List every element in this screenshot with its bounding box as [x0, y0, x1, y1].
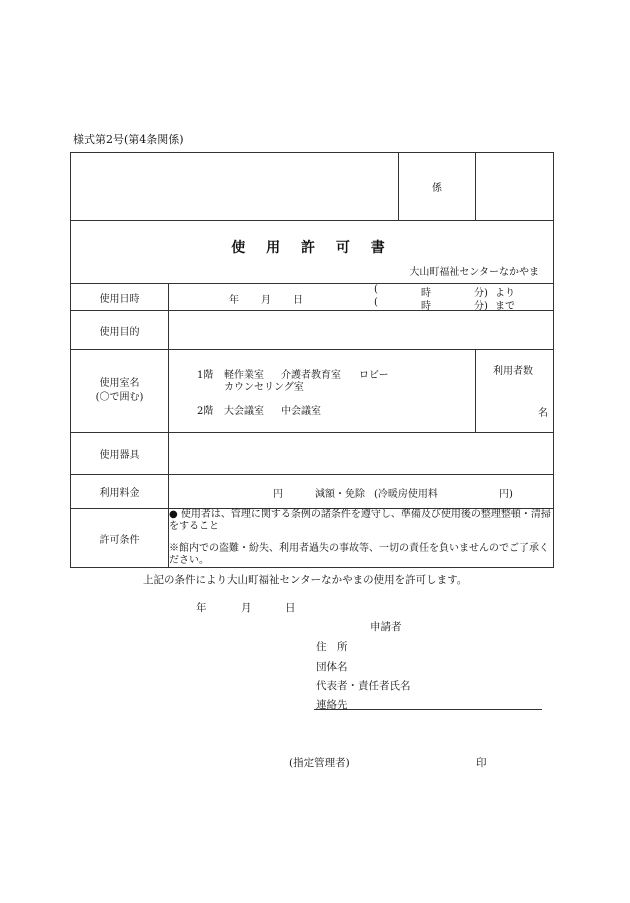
header-blank-cell [71, 153, 399, 221]
room-option[interactable]: 大会議室 [224, 406, 264, 417]
room-label: 使用室名 [99, 378, 140, 389]
end-hour-unit: 時 [421, 301, 431, 312]
room-row [71, 350, 554, 433]
start-open-paren: ( [374, 284, 378, 295]
stamp-label: 係 [432, 183, 442, 194]
room-option[interactable]: ロビー [359, 370, 389, 381]
purpose-row [71, 311, 554, 350]
contact-underline [314, 709, 542, 710]
condition-note: ※館内での盗難・紛失、利用者過失の事故等、一切の責任を負いませんのでご了承ください。 [169, 543, 549, 566]
room-option[interactable]: 中会議室 [281, 406, 321, 417]
start-suffix: より [495, 288, 515, 299]
facility-name: 大山町福祉センターなかやま [409, 267, 539, 278]
representative-label: 代表者・責任者氏名 [316, 680, 411, 692]
usage-datetime-field[interactable] [169, 284, 554, 311]
room-sublabel: (〇で囲む) [95, 392, 144, 403]
purpose-label: 使用目的 [71, 311, 169, 350]
form-number: 様式第2号(第4条関係) [73, 133, 184, 146]
fee-label: 利用料金 [71, 475, 169, 509]
condition-text: ● 使用者は、管理に関する条例の諸条件を遵守し、準備及び使用後の整理整頓・清掃をすること [169, 509, 551, 532]
address-label: 住 所 [316, 641, 348, 653]
stamp-cell [476, 153, 554, 221]
usage-datetime-row [71, 284, 554, 311]
document-title: 使 用 許 可 書 [231, 240, 393, 256]
usage-datetime-label: 使用日時 [71, 284, 169, 311]
purpose-field[interactable] [169, 311, 554, 350]
user-count-unit: 名 [538, 408, 548, 419]
fee-yen-close: 円) [499, 489, 513, 500]
permit-statement: 上記の条件により大山町福祉センターなかやまの使用を許可します。 [143, 574, 468, 586]
fee-row [71, 475, 554, 509]
year-unit: 年 [229, 295, 239, 306]
room-option[interactable]: カウンセリング室 [224, 382, 304, 393]
fee-yen: 円 [273, 489, 283, 500]
header-row [71, 153, 554, 221]
room-option[interactable]: 介護者教育室 [281, 370, 341, 381]
conditions-label: 許可条件 [71, 509, 169, 568]
end-open-paren: ( [374, 297, 378, 308]
floor1-label: 1階 [197, 370, 214, 381]
equipment-field[interactable] [169, 433, 554, 475]
stamp-label-cell [399, 153, 476, 221]
conditions-row [71, 509, 554, 568]
start-minute-unit: 分) [474, 288, 488, 299]
month-unit: 月 [261, 295, 271, 306]
room-option[interactable]: 軽作業室 [224, 370, 264, 381]
room-choices[interactable] [169, 350, 476, 433]
manager-label: (指定管理者) [289, 757, 350, 769]
date-year: 年 [196, 602, 207, 614]
floor2-label: 2階 [197, 406, 214, 417]
user-count-cell[interactable] [476, 350, 554, 433]
group-label: 団体名 [316, 661, 348, 673]
equipment-label: 使用器具 [71, 433, 169, 475]
date-month: 月 [241, 602, 252, 614]
end-suffix: まで [495, 301, 515, 312]
user-count-label: 利用者数 [493, 366, 533, 377]
permit-form-table [70, 152, 554, 568]
end-minute-unit: 分) [474, 301, 488, 312]
day-unit: 日 [293, 295, 303, 306]
fee-field[interactable] [169, 475, 554, 509]
seal-mark: 印 [476, 757, 487, 769]
contact-label: 連絡先 [316, 699, 348, 711]
title-row [71, 221, 554, 284]
date-day: 日 [285, 602, 296, 614]
equipment-row [71, 433, 554, 475]
applicant-title: 申請者 [370, 621, 402, 633]
start-hour-unit: 時 [421, 288, 431, 299]
fee-discount: 減額・免除 [315, 489, 365, 500]
fee-heating: (冷暖房使用料 [374, 489, 438, 500]
